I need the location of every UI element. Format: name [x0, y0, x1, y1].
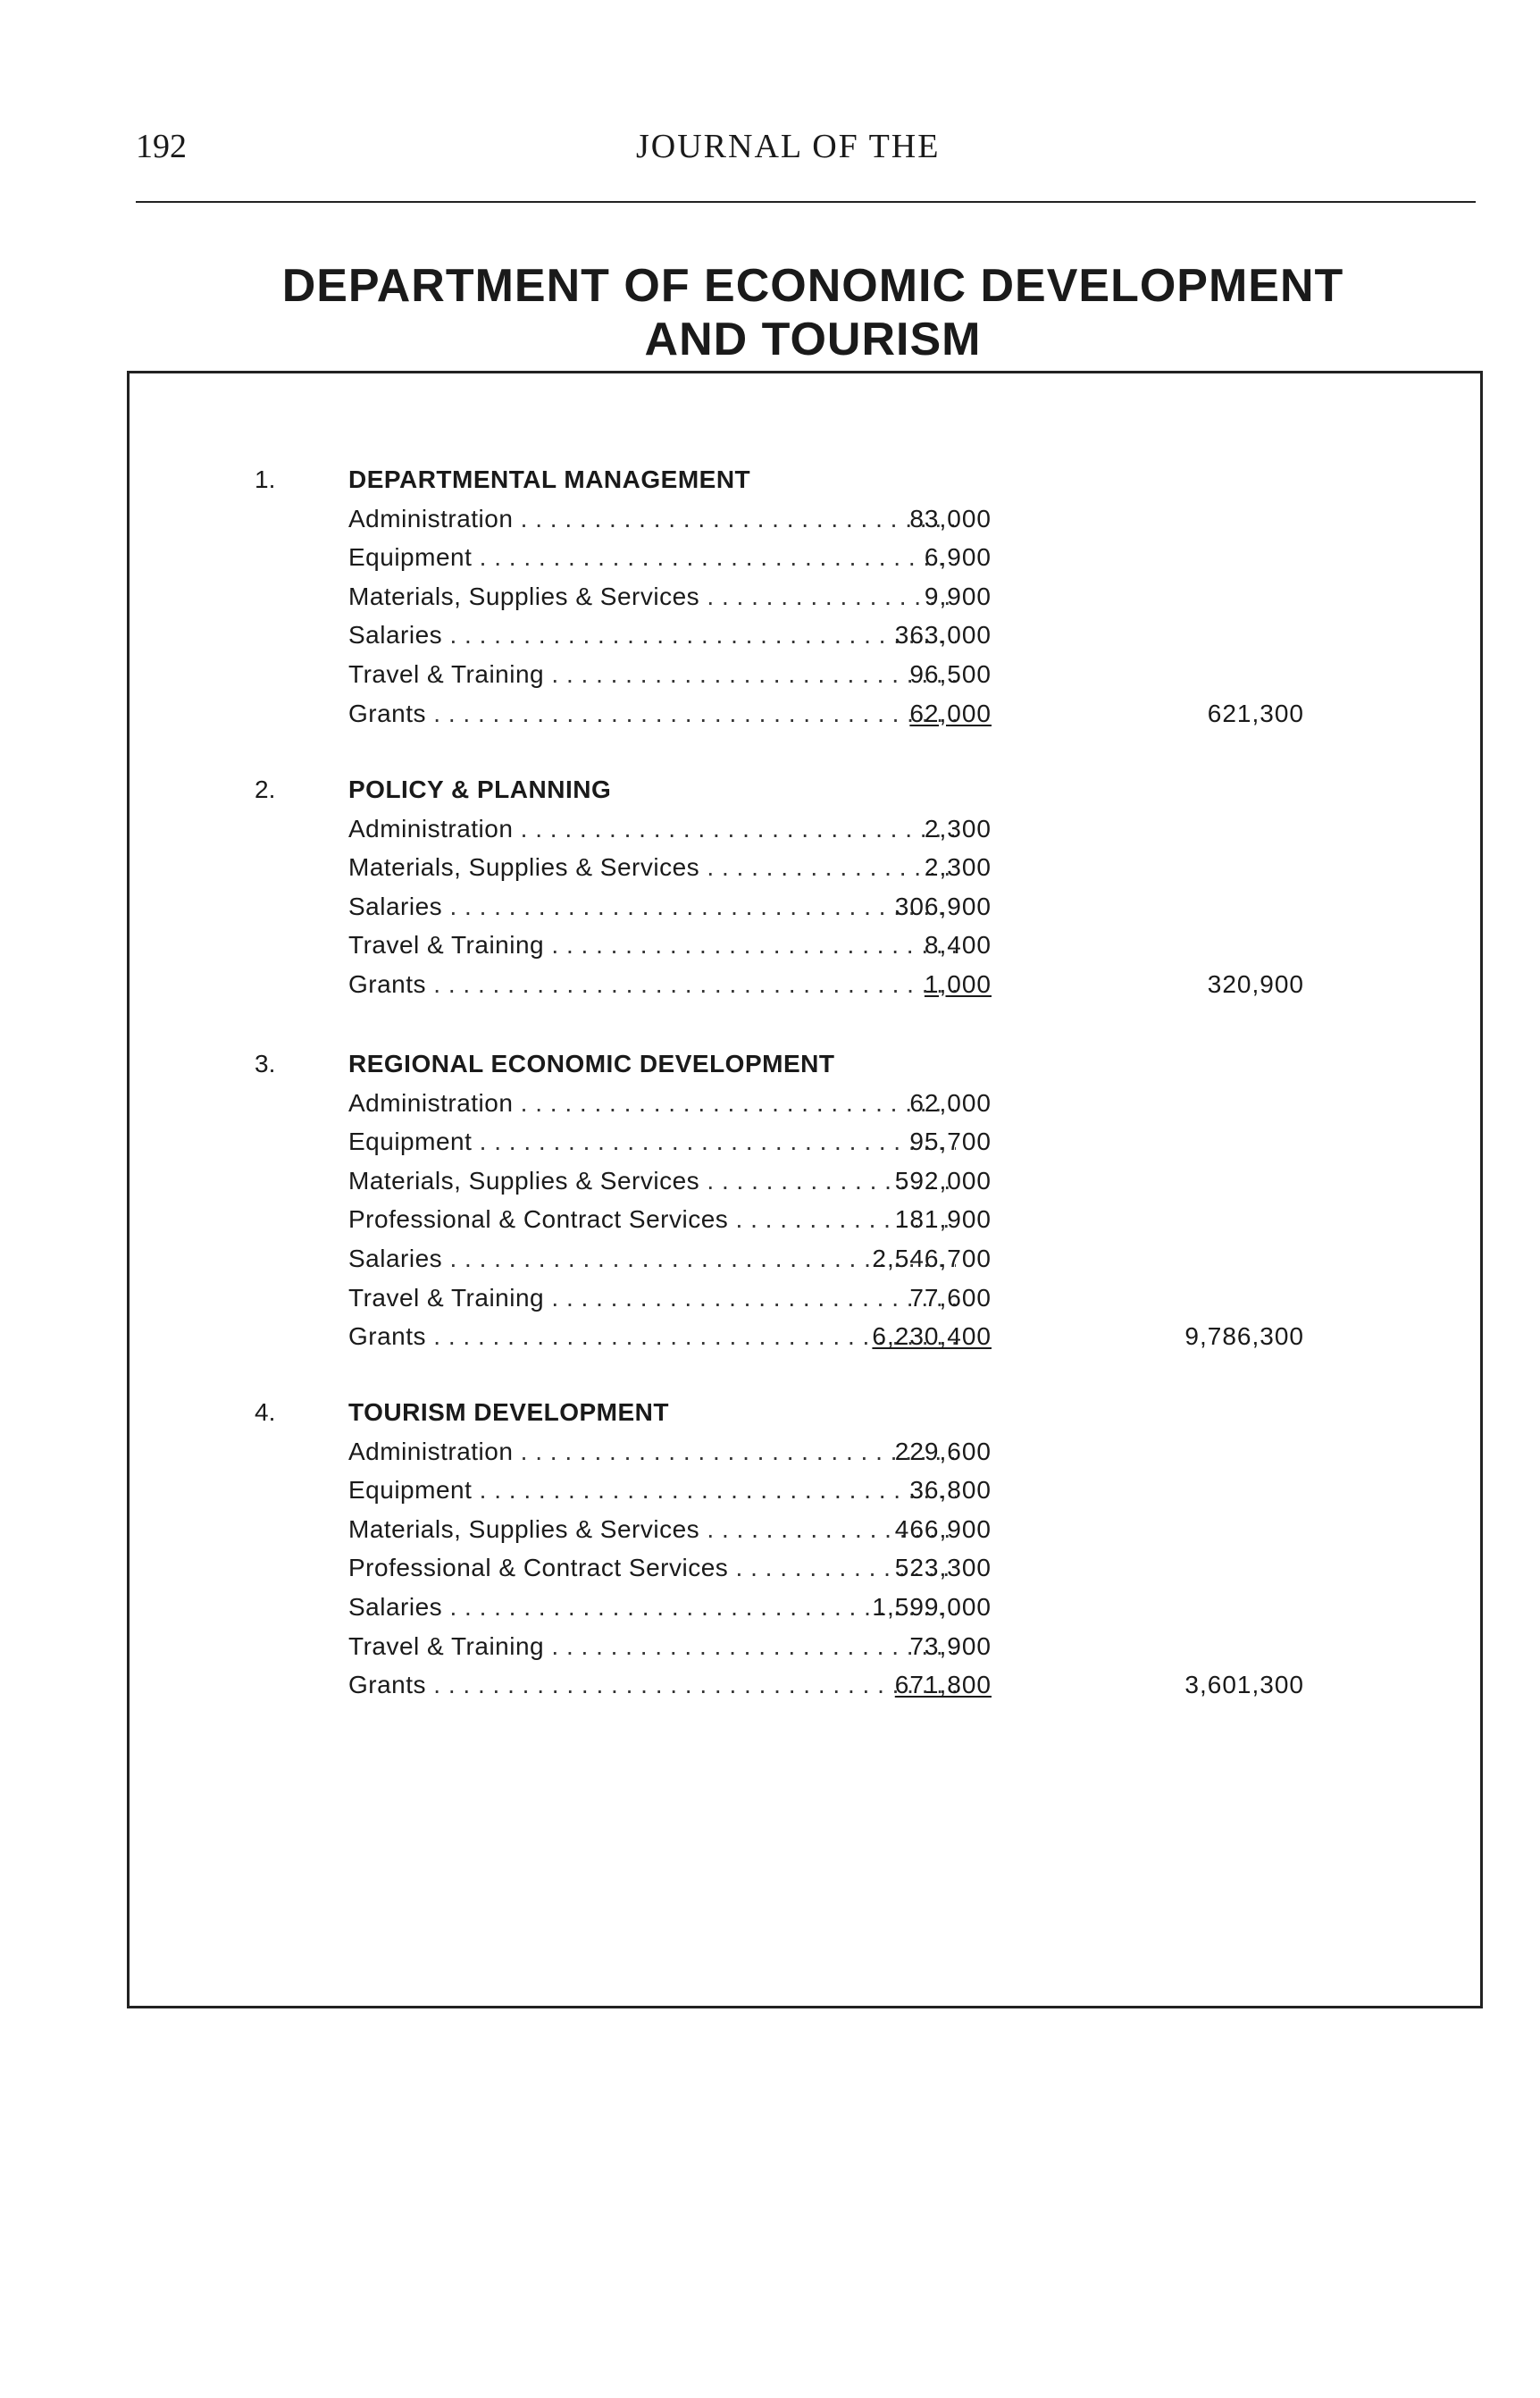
line-item	[348, 1284, 1510, 1320]
section-title: POLICY & PLANNING	[348, 776, 612, 803]
line-item-label: Materials, Supplies & Services . . .	[348, 1167, 956, 1195]
line-item-amount: 1,599,000	[872, 1593, 992, 1621]
line-item-label: Grants . . .	[348, 970, 956, 999]
line-item-amount: 306,900	[894, 892, 992, 920]
line-item-amount: 95,700	[909, 1128, 992, 1156]
line-item-amount: 2,300	[924, 814, 992, 843]
line-item-amount: 2,300	[924, 853, 992, 882]
line-item	[348, 970, 1510, 1006]
line-item-amount: 83,000	[909, 504, 992, 532]
line-item-amount: 363,000	[894, 621, 992, 650]
line-item	[348, 660, 1510, 696]
line-item-label: Salaries . . .	[348, 893, 956, 921]
section-title: TOURISM DEVELOPMENT	[348, 1398, 670, 1426]
line-item	[348, 1515, 1510, 1551]
line-item-label: Salaries . . .	[348, 621, 956, 650]
line-item-label: Travel & Training . . .	[348, 931, 956, 960]
line-item-label: Administration . . .	[348, 505, 956, 533]
line-item	[348, 583, 1510, 618]
line-item	[348, 815, 1510, 851]
line-item-amount: 8,400	[924, 931, 992, 960]
line-item	[348, 1089, 1510, 1125]
section-title: REGIONAL ECONOMIC DEVELOPMENT	[348, 1050, 835, 1077]
section-total: 320,900	[1207, 970, 1304, 998]
line-item	[348, 700, 1510, 735]
line-item-amount: 671,800	[894, 1671, 992, 1699]
line-item	[348, 621, 1510, 657]
line-item	[348, 1476, 1510, 1512]
line-item-label: Grants . . .	[348, 1671, 956, 1699]
line-item-label: Materials, Supplies & Services . . .	[348, 583, 956, 611]
line-item-label: Salaries . . .	[348, 1593, 956, 1622]
line-item	[348, 505, 1510, 541]
line-item	[348, 1632, 1510, 1668]
line-item-label: Equipment . . .	[348, 1128, 956, 1156]
line-item-amount: 62,000	[909, 699, 992, 727]
line-item-label: Materials, Supplies & Services . . .	[348, 853, 956, 882]
line-item	[348, 853, 1510, 889]
line-item-amount: 73,900	[909, 1631, 992, 1660]
line-item-label: Grants . . .	[348, 700, 956, 728]
line-item	[348, 1671, 1510, 1706]
line-item	[348, 1245, 1510, 1280]
line-item	[348, 1593, 1510, 1629]
header-rule	[136, 201, 1476, 203]
line-item-label: Salaries . . .	[348, 1245, 956, 1273]
line-item	[348, 1205, 1510, 1241]
line-item-label: Equipment . . .	[348, 543, 956, 572]
line-item-amount: 9,900	[924, 582, 992, 610]
line-item-label: Professional & Contract Services . . .	[348, 1205, 956, 1234]
section-total: 621,300	[1207, 699, 1304, 727]
running-head	[136, 127, 1476, 172]
line-item-label: Travel & Training . . .	[348, 1284, 956, 1312]
line-item-amount: 181,900	[894, 1205, 992, 1234]
line-item-label: Travel & Training . . .	[348, 1632, 956, 1661]
line-item-label: Administration . . .	[348, 815, 956, 843]
line-item-label: Administration . . .	[348, 1089, 956, 1118]
journal-title: JOURNAL OF THE	[636, 128, 941, 165]
section-number: 4.	[255, 1398, 276, 1426]
line-item-label: Professional & Contract Services . . .	[348, 1554, 956, 1582]
page-number: 192	[136, 128, 187, 165]
document-title-line-2: AND TOURISM	[644, 314, 982, 365]
line-item-amount: 77,600	[909, 1283, 992, 1312]
section-number: 3.	[255, 1050, 276, 1077]
budget-section	[130, 465, 1486, 747]
line-item-label: Equipment . . .	[348, 1476, 956, 1505]
line-item	[348, 931, 1510, 967]
line-item	[348, 1322, 1510, 1358]
budget-section	[130, 1398, 1486, 1719]
line-item	[348, 543, 1510, 579]
line-item-amount: 1,000	[924, 970, 992, 998]
budget-section	[130, 776, 1486, 1019]
line-item	[348, 1554, 1510, 1589]
section-number: 2.	[255, 776, 276, 803]
line-item	[348, 1438, 1510, 1473]
line-item	[348, 893, 1510, 928]
line-item-amount: 229,600	[894, 1437, 992, 1465]
line-item-amount: 6,900	[924, 543, 992, 572]
line-item-label: Materials, Supplies & Services . . .	[348, 1515, 956, 1544]
section-total: 9,786,300	[1184, 1322, 1304, 1351]
line-item-amount: 523,300	[894, 1554, 992, 1582]
line-item-amount: 96,500	[909, 660, 992, 688]
line-item-label: Travel & Training . . .	[348, 660, 956, 689]
line-item-amount: 36,800	[909, 1476, 992, 1505]
line-item-label: Administration . . .	[348, 1438, 956, 1466]
line-item-amount: 466,900	[894, 1514, 992, 1543]
budget-section	[130, 1050, 1486, 1371]
line-item	[348, 1128, 1510, 1163]
section-title: DEPARTMENTAL MANAGEMENT	[348, 465, 751, 493]
line-item-label: Grants . . .	[348, 1322, 956, 1351]
document-title	[259, 259, 1367, 366]
line-item-amount: 2,546,700	[872, 1245, 992, 1272]
section-total: 3,601,300	[1184, 1671, 1304, 1699]
line-item-amount: 6,230,400	[872, 1322, 992, 1351]
document-title-line-1: DEPARTMENT OF ECONOMIC DEVELOPMENT	[281, 260, 1344, 312]
line-item-amount: 62,000	[909, 1088, 992, 1117]
line-item-amount: 592,000	[894, 1166, 992, 1195]
line-item	[348, 1167, 1510, 1203]
section-number: 1.	[255, 465, 276, 493]
budget-table-frame	[127, 371, 1483, 2008]
